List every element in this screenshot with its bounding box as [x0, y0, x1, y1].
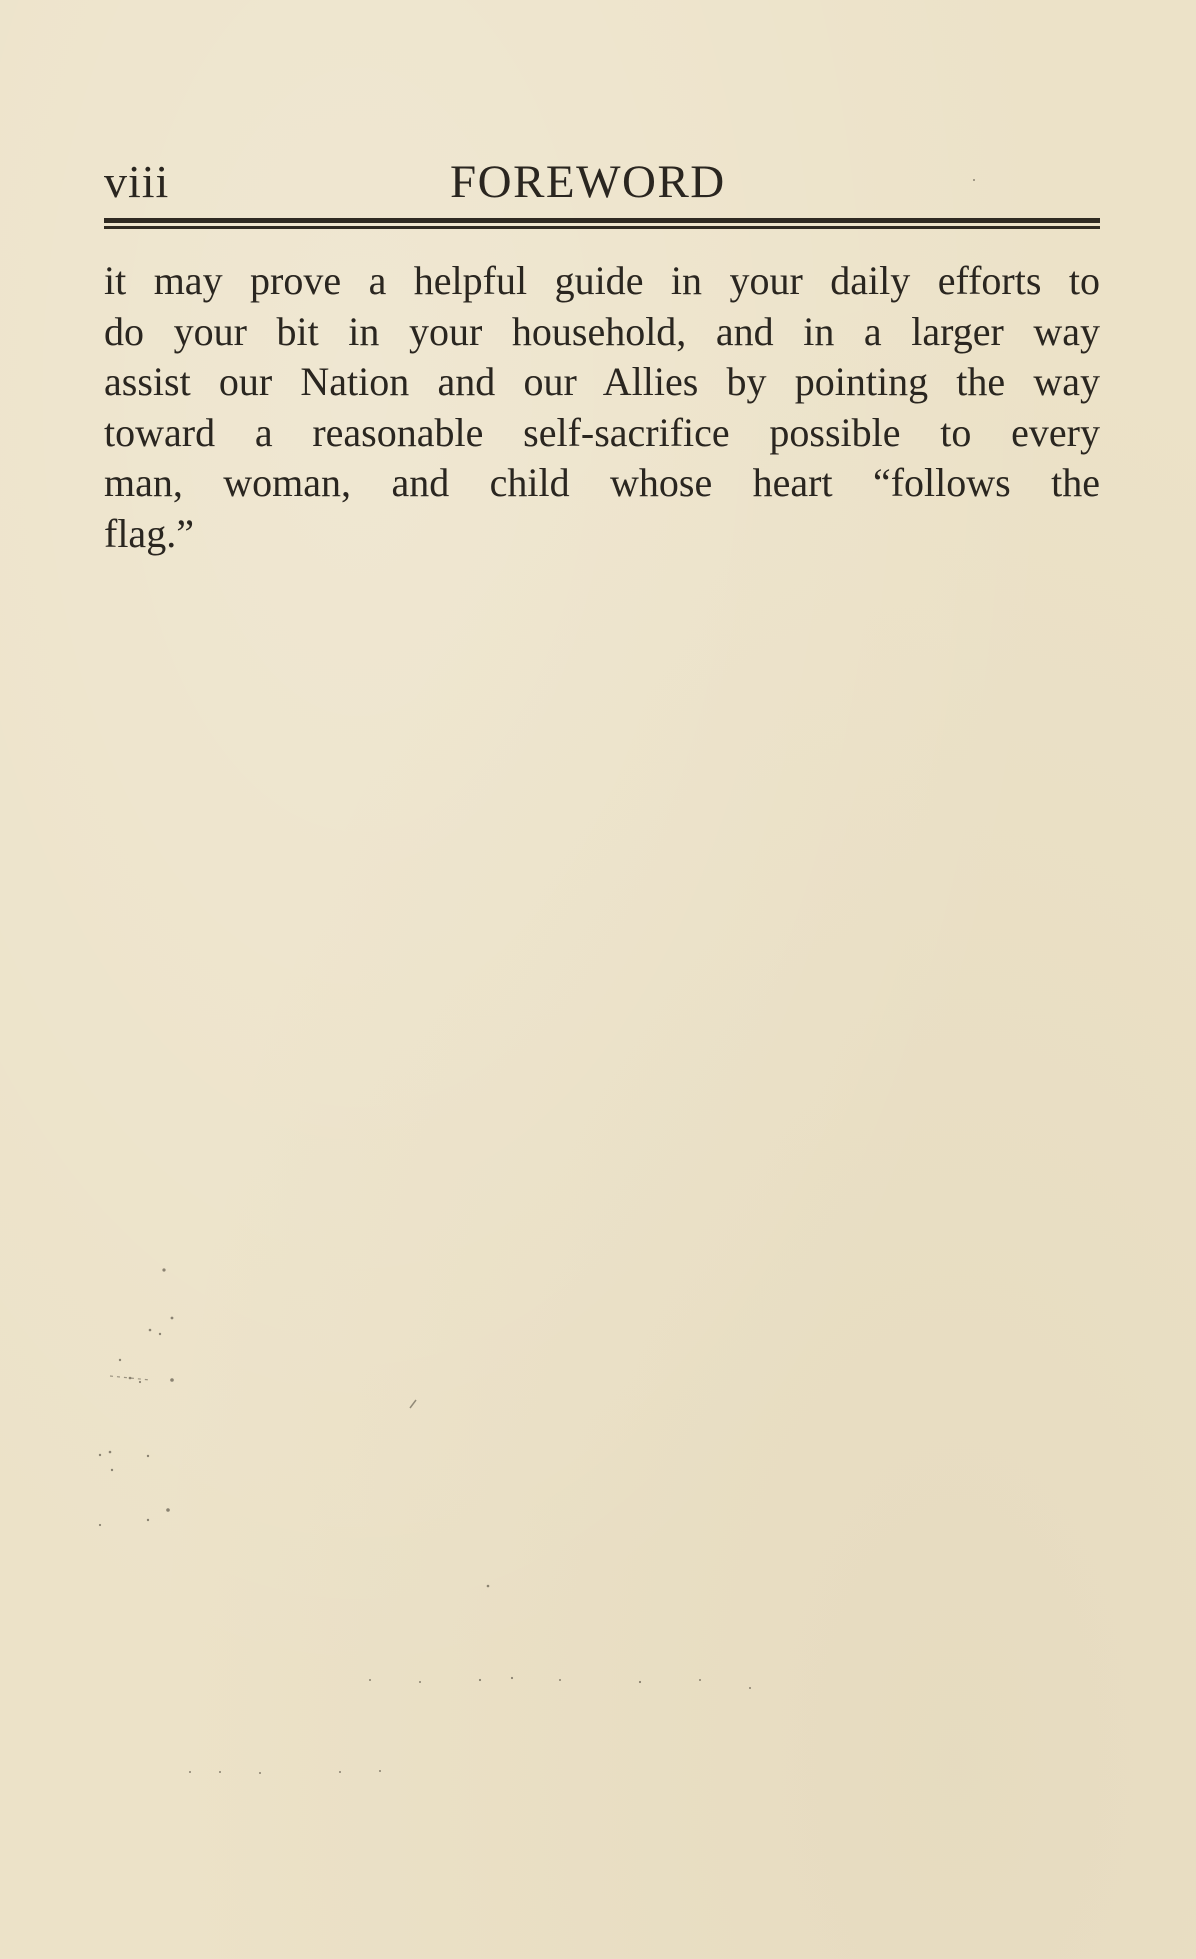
header-rule-thin [104, 226, 1100, 229]
text-line: assist our Nation and our Allies by pointing the way [104, 359, 1100, 404]
text-line: flag.” [104, 510, 194, 556]
text-line: man, woman, and child whose heart “follows the [104, 460, 1100, 505]
running-head [104, 150, 1100, 214]
text-line: toward a reasonable self-sacrifice possible to every [104, 409, 1100, 455]
chapter-title: FOREWORD [450, 156, 726, 208]
header-double-rule [104, 218, 1100, 230]
text-line: it may prove a helpful guide in your daily efforts to [104, 258, 1100, 303]
text-line: do your bit in your household, and in a larger way [104, 308, 1100, 354]
foreword-paragraph [104, 256, 1100, 559]
page-number: viii [104, 156, 170, 207]
header-rule-thick [104, 218, 1100, 223]
